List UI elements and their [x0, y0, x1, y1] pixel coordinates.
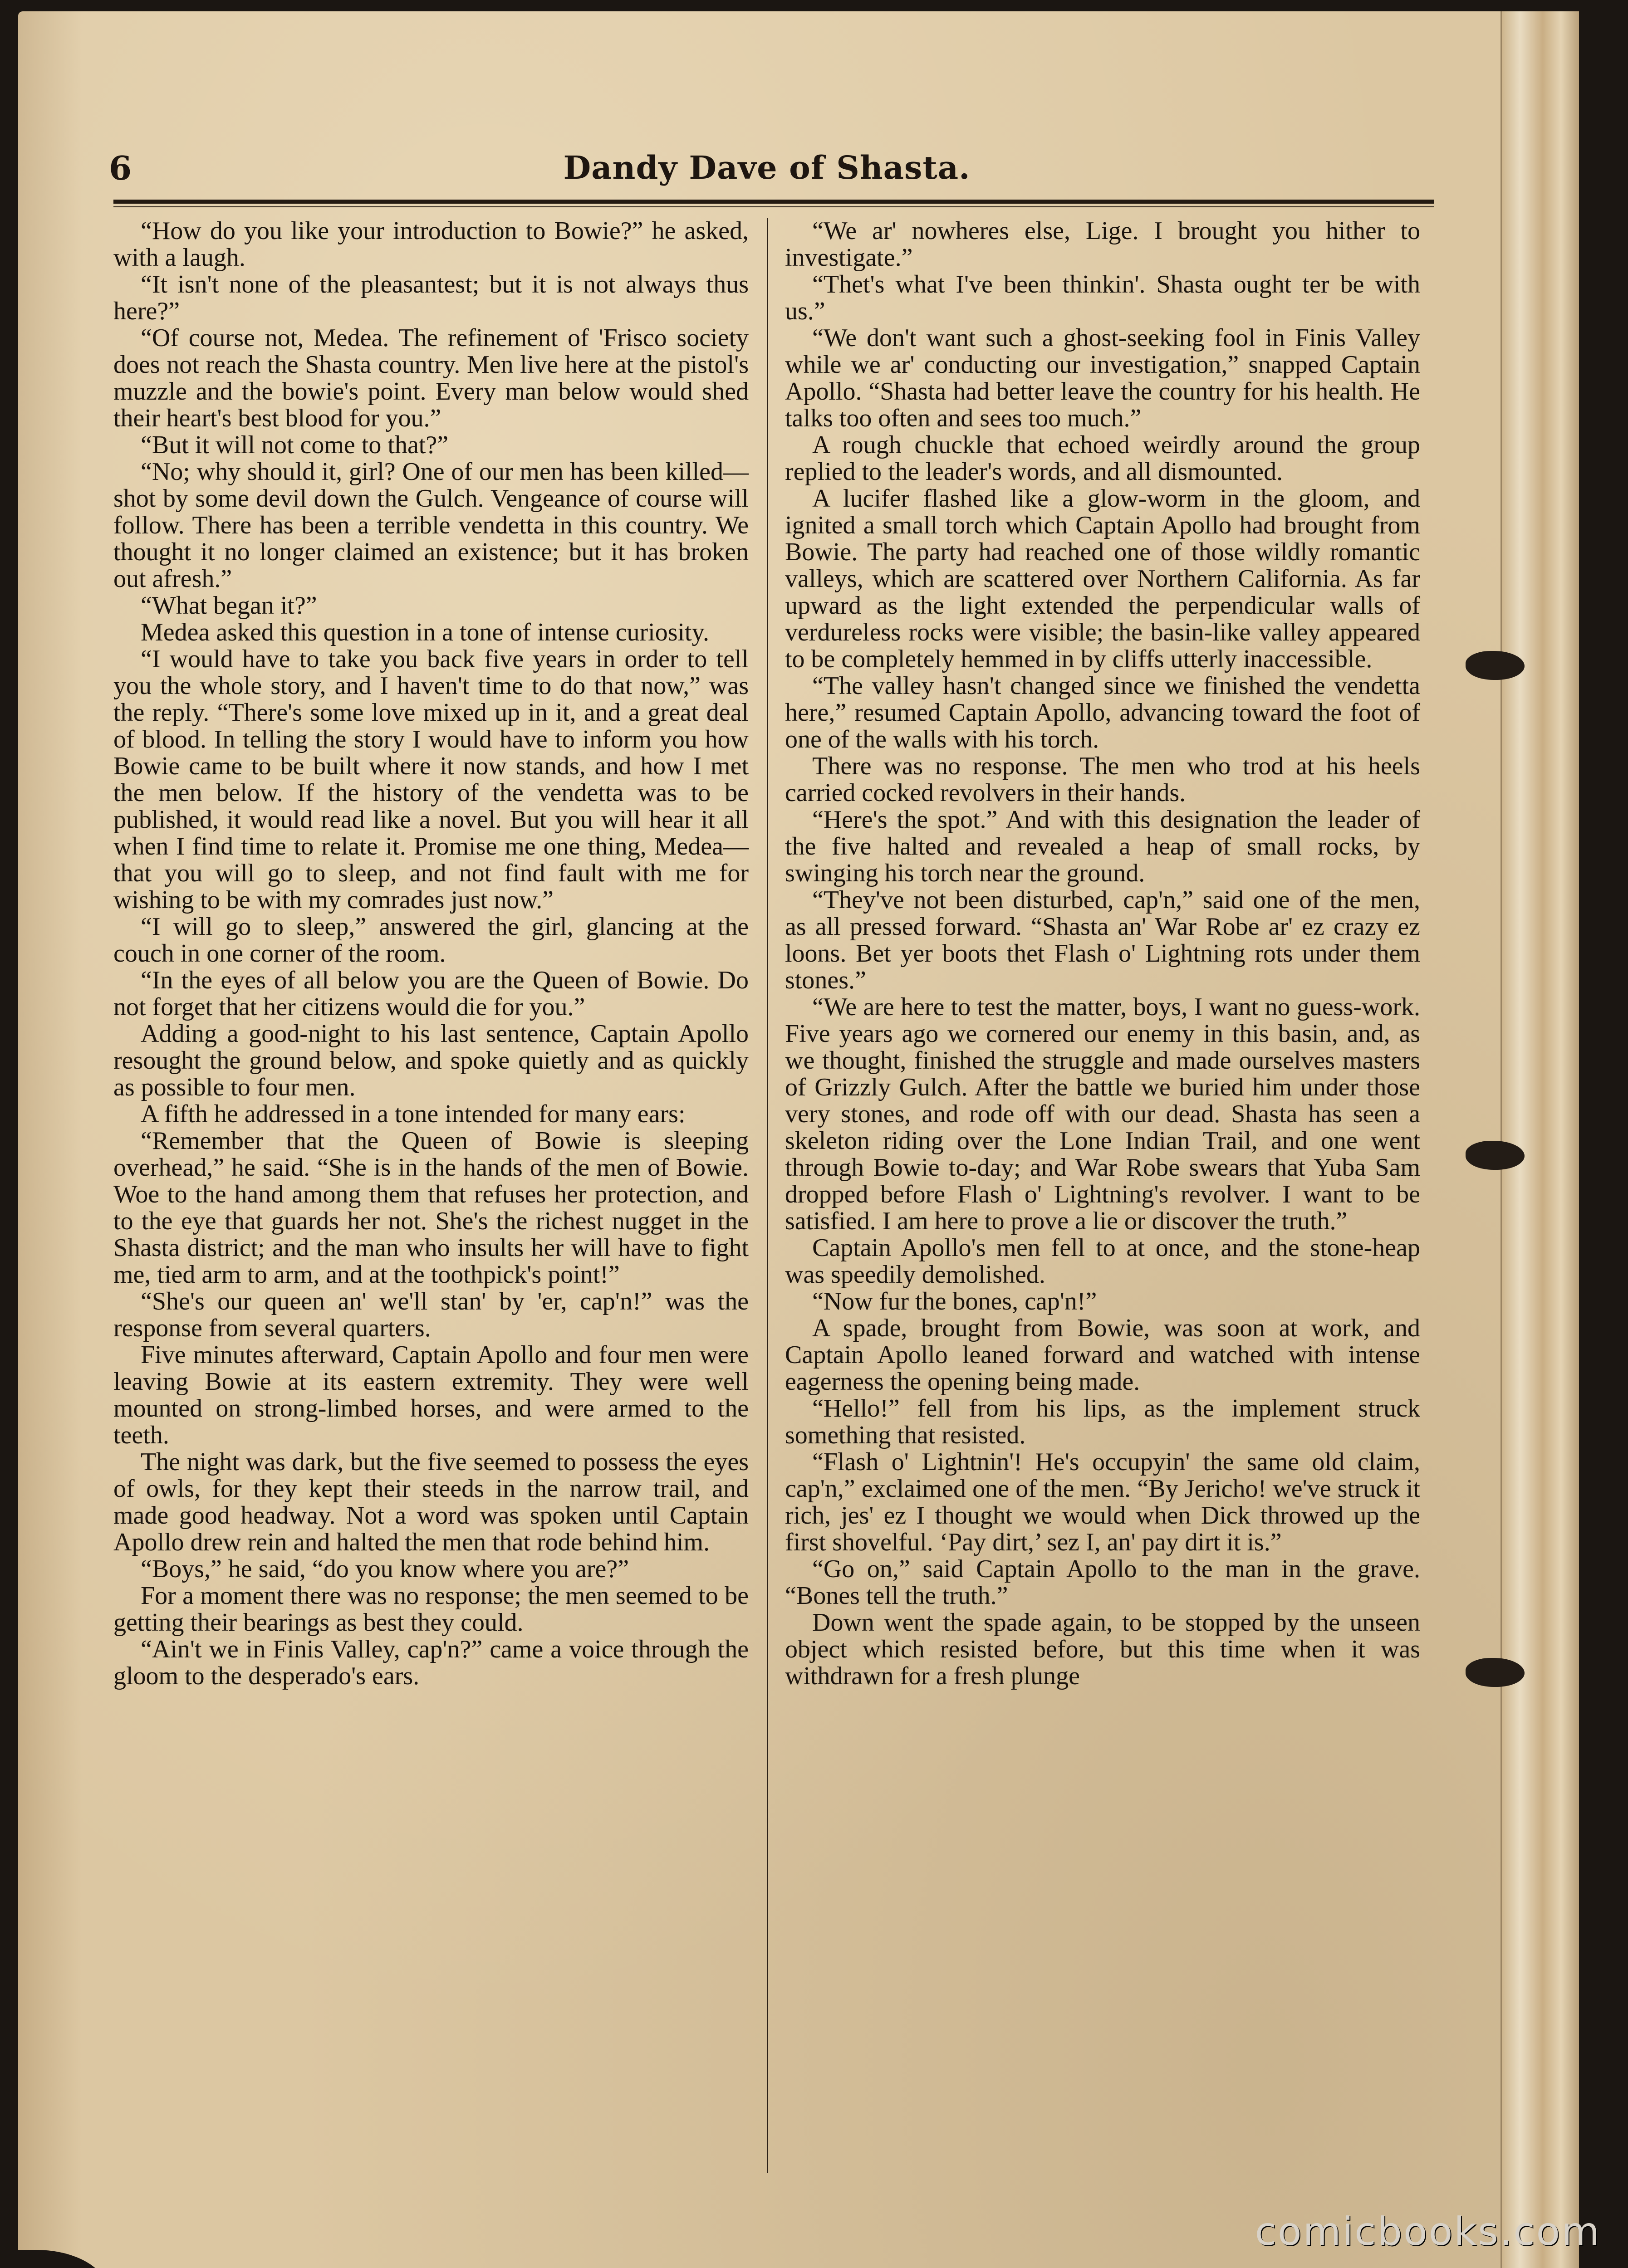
paragraph: The night was dark, but the five seemed to possess the eyes of owls, for they kept their steeds in the narrow trail, and made good headway. Not a word was spoken until Captain Apollo drew rein and halted the men that rode behind him.	[113, 1448, 749, 1556]
paragraph: “I would have to take you back five years in order to tell you the whole story, and I haven't time to do that now,” was the reply. “There's some love mixed up in it, and a great deal of blood. In telling the story I would have to inform you how Bowie came to be built where it now stands, and how I met the men below. If the history of the vendetta was to be published, it would read like a novel. But you will hear it all when I find time to relate it. Promise me one thing, Medea—that you will go to sleep, and not find fault with me for wishing to be with my comrades just now.”	[113, 645, 749, 914]
paragraph: Captain Apollo's men fell to at once, and the stone-heap was speedily demolished.	[785, 1234, 1420, 1289]
page-header	[109, 145, 1425, 195]
paragraph: Medea asked this question in a tone of intense curiosity.	[141, 618, 709, 646]
right-column	[785, 218, 1420, 1690]
paragraph: “How do you like your introduction to Bowie?” he asked, with a laugh.	[113, 217, 749, 272]
paragraph: A fifth he addressed in a tone intended for many ears:	[141, 1100, 686, 1128]
paragraph: “Flash o' Lightnin'! He's occupyin' the same old claim, cap'n,” exclaimed one of the men. “By Jericho! we've struck it rich, jes' ez I thought we would when Dick throwed up the first shovelful. ‘Pay dirt,’ sez I, an' pay dirt it is.”	[785, 1448, 1420, 1556]
page-number: 6	[109, 149, 132, 187]
paragraph: A rough chuckle that echoed weirdly around the group replied to the leader's words, and all dismounted.	[785, 431, 1420, 486]
paragraph: There was no response. The men who trod at his heels carried cocked revolvers in their hands.	[785, 752, 1420, 807]
paragraph: “We are here to test the matter, boys, I want no guess-work. Five years ago we cornered our enemy in this basin, and, as we thought, finished the struggle and made ourselves masters of Grizzly Gulch. After the battle we buried him under those very stones, and rode off with our dead. Shasta has seen a skeleton riding over the Lone Indian Trail, and one went through Bowie to-day; and War Robe swears that Yuba Sam dropped before Flash o' Lightning's revolver. I want to be satisfied. I am here to prove a lie or discover the truth.”	[785, 993, 1420, 1235]
site-watermark: comicbooks.com	[1255, 2209, 1601, 2254]
paragraph: “She's our queen an' we'll stan' by 'er, cap'n!” was the response from several quarters.	[113, 1287, 749, 1342]
paragraph: A lucifer flashed like a glow-worm in the gloom, and ignited a small torch which Captain Apollo had brought from Bowie. The party had reached one of those wildly romantic valleys, which are scattered over Northern California. As far upward as the light extended the perpendicular walls of verdureless rocks were visible; the basin-like valley appeared to be completely hemmed in by cliffs utterly inaccessible.	[785, 484, 1420, 673]
paragraph: “Of course not, Medea. The refinement of 'Frisco society does not reach the Shasta country. Men live here at the pistol's muzzle and the bowie's point. Every man below would shed their heart's best blood for you.”	[113, 324, 749, 432]
paragraph: “Now fur the bones, cap'n!”	[812, 1287, 1097, 1315]
paragraph: “Hello!” fell from his lips, as the implement struck something that resisted.	[785, 1394, 1420, 1449]
paragraph: Adding a good-night to his last sentence, Captain Apollo resought the ground below, and spoke quietly and as quickly as possible to four men.	[113, 1020, 749, 1101]
paragraph: “Remember that the Queen of Bowie is sleeping overhead,” he said. “She is in the hands of the men of Bowie. Woe to the hand among them that refuses her protection, and to the eye that guards her not. She's the richest nugget in the Shasta district; and the man who insults her will have to fight me, tied arm to arm, and at the toothpick's point!”	[113, 1127, 749, 1289]
column-divider	[767, 218, 768, 2173]
paragraph: For a moment there was no response; the men seemed to be getting their bearings as best they could.	[113, 1582, 749, 1637]
paragraph: A spade, brought from Bowie, was soon at work, and Captain Apollo leaned forward and watched with intense eagerness the opening being made.	[785, 1314, 1420, 1396]
header-rule-thin	[113, 206, 1434, 207]
paragraph: “No; why should it, girl? One of our men has been killed—shot by some devil down the Gulch. Vengeance of course will follow. There has been a terrible vendetta in this country. We thought it no longer claimed an existence; but it has broken out afresh.”	[113, 458, 749, 593]
paragraph: “We don't want such a ghost-seeking fool in Finis Valley while we ar' conducting our investigation,” snapped Captain Apollo. “Shasta had better leave the country for his health. He talks too often and sees too much.”	[785, 324, 1420, 432]
paragraph: “What began it?”	[141, 591, 317, 620]
running-title: Dandy Dave of Shasta.	[563, 149, 971, 186]
paragraph: “They've not been disturbed, cap'n,” said one of the men, as all pressed forward. “Shasta an' War Robe ar' ez crazy ez loons. Bet yer boots thet Flash o' Lightning rots under them stones.”	[785, 886, 1420, 994]
paragraph: “Thet's what I've been thinkin'. Shasta ought ter be with us.”	[785, 270, 1420, 325]
paragraph: Down went the spade again, to be stopped by the unseen object which resisted before, but this time when it was withdrawn for a fresh plunge	[785, 1608, 1420, 1690]
paragraph: “Go on,” said Captain Apollo to the man in the grave. “Bones tell the truth.”	[785, 1555, 1420, 1610]
paragraph: “It isn't none of the pleasantest; but it is not always thus here?”	[113, 270, 749, 325]
paragraph: “In the eyes of all below you are the Queen of Bowie. Do not forget that her citizens would die for you.”	[113, 966, 749, 1021]
paragraph: “Boys,” he said, “do you know where you are?”	[141, 1555, 629, 1583]
binding-stitch	[1466, 1658, 1525, 1687]
paragraph: Five minutes afterward, Captain Apollo and four men were leaving Bowie at its eastern extremity. They were well mounted on strong-limbed horses, and were armed to the teeth.	[113, 1341, 749, 1449]
binding-stitch	[1466, 651, 1525, 680]
paragraph: “The valley hasn't changed since we finished the vendetta here,” resumed Captain Apollo, advancing toward the foot of one of the walls with his torch.	[785, 672, 1420, 753]
header-rule	[113, 200, 1434, 204]
paragraph: “But it will not come to that?”	[141, 431, 449, 459]
paragraph: “Ain't we in Finis Valley, cap'n?” came a voice through the gloom to the desperado's ears.	[113, 1635, 749, 1690]
left-column	[113, 218, 749, 1690]
binding-gutter	[1501, 11, 1579, 2268]
paragraph: “Here's the spot.” And with this designation the leader of the five halted and revealed a heap of small rocks, by swinging his torch near the ground.	[785, 806, 1420, 887]
binding-stitch	[1466, 1141, 1525, 1170]
paragraph: “We ar' nowheres else, Lige. I brought you hither to investigate.”	[785, 217, 1420, 272]
paragraph: “I will go to sleep,” answered the girl, glancing at the couch in one corner of the room.	[113, 913, 749, 968]
